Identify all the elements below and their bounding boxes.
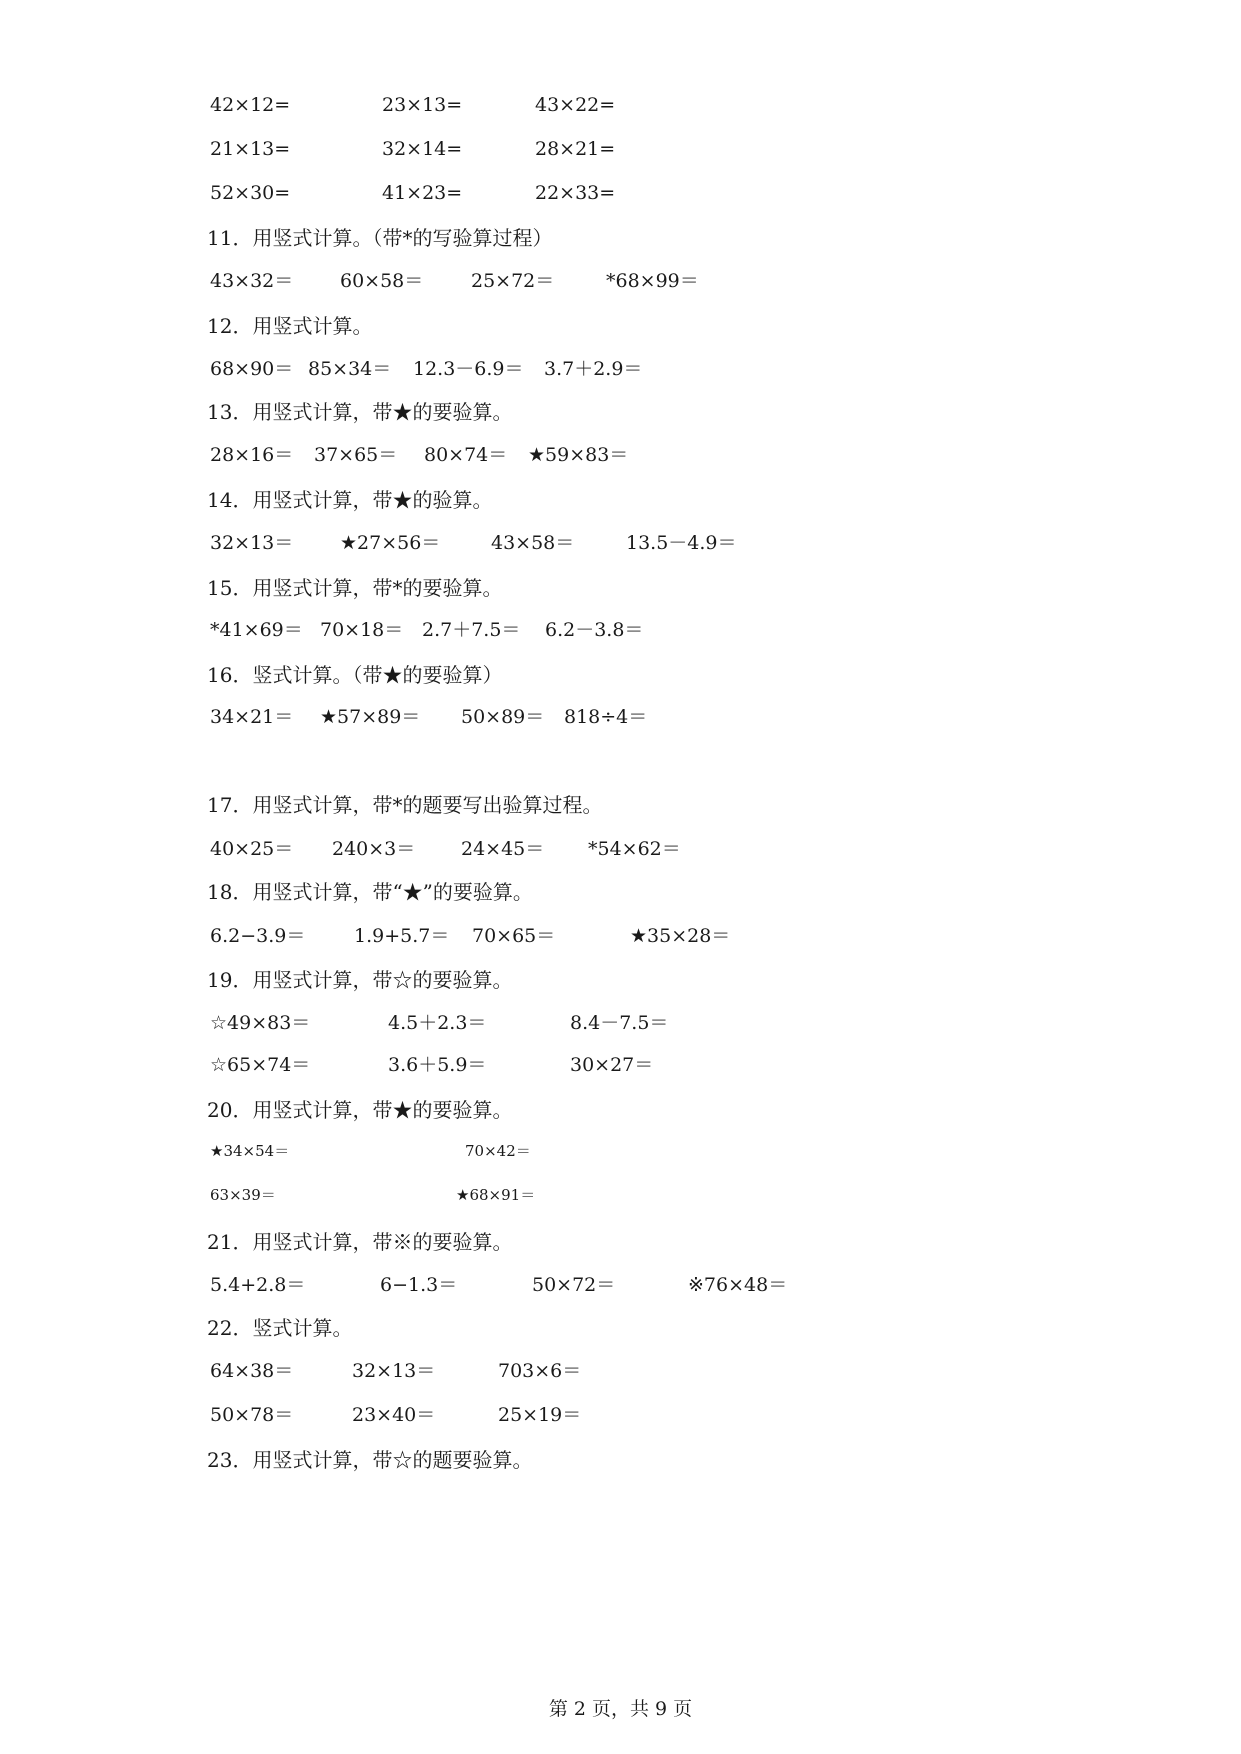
expression-item: 70×65＝ <box>472 925 556 947</box>
expression-item: *41×69＝ <box>210 619 303 641</box>
expression-item: 23×40＝ <box>352 1404 436 1426</box>
expression-item: 50×72＝ <box>532 1274 616 1296</box>
expression-item: 22×33= <box>535 182 616 204</box>
expression-item: ★27×56＝ <box>340 532 441 554</box>
expression-item: 24×45＝ <box>461 838 545 860</box>
expression-item: 70×18＝ <box>320 619 404 641</box>
question-heading: 15．用竖式计算，带*的要验算。 <box>207 576 503 600</box>
expression-item: 68×90＝ <box>210 358 294 380</box>
expression-item: ★35×28＝ <box>630 925 731 947</box>
expression-item: 5.4+2.8＝ <box>210 1274 306 1296</box>
expression-item: ★57×89＝ <box>320 706 421 728</box>
expression-item: 41×23= <box>382 182 463 204</box>
expression-item: 43×22= <box>535 94 616 116</box>
expression-item: 85×34＝ <box>308 358 392 380</box>
expression-item: 43×58＝ <box>491 532 575 554</box>
question-heading: 11．用竖式计算。（带*的写验算过程） <box>207 226 553 250</box>
question-heading: 16．竖式计算。（带★的要验算） <box>207 663 503 687</box>
expression-item: ☆49×83＝ <box>210 1012 311 1034</box>
expression-item: 3.6＋5.9＝ <box>388 1054 487 1076</box>
question-heading: 17．用竖式计算，带*的题要写出验算过程。 <box>207 793 603 817</box>
question-heading: 21．用竖式计算，带※的要验算。 <box>207 1230 513 1254</box>
expression-item: 12.3－6.9＝ <box>413 358 524 380</box>
question-heading: 14．用竖式计算，带★的验算。 <box>207 488 493 512</box>
expression-item: 52×30= <box>210 182 291 204</box>
expression-item: 64×38＝ <box>210 1360 294 1382</box>
expression-item: 13.5－4.9＝ <box>626 532 737 554</box>
expression-item: 25×19＝ <box>498 1404 582 1426</box>
expression-item: 43×32＝ <box>210 270 294 292</box>
expression-item: ※76×48＝ <box>688 1274 788 1296</box>
expression-item: 60×58＝ <box>340 270 424 292</box>
expression-item: 818÷4＝ <box>564 706 648 728</box>
expression-item: 30×27＝ <box>570 1054 654 1076</box>
expression-item: 1.9+5.7＝ <box>354 925 450 947</box>
expression-item: 80×74＝ <box>424 444 508 466</box>
expression-item: ★68×91＝ <box>456 1186 536 1204</box>
expression-item: *68×99＝ <box>606 270 699 292</box>
question-heading: 18．用竖式计算，带“★”的要验算。 <box>207 880 533 904</box>
question-heading: 23．用竖式计算，带☆的题要验算。 <box>207 1448 533 1472</box>
expression-item: 37×65＝ <box>314 444 398 466</box>
expression-item: 50×89＝ <box>461 706 545 728</box>
expression-item: 32×13＝ <box>352 1360 436 1382</box>
expression-item: 23×13= <box>382 94 463 116</box>
question-heading: 20．用竖式计算，带★的要验算。 <box>207 1098 513 1122</box>
expression-item: 32×14= <box>382 138 463 160</box>
question-heading: 22．竖式计算。 <box>207 1316 353 1340</box>
expression-item: *54×62＝ <box>588 838 681 860</box>
question-heading: 13．用竖式计算，带★的要验算。 <box>207 400 513 424</box>
expression-item: ★59×83＝ <box>528 444 629 466</box>
expression-item: 4.5＋2.3＝ <box>388 1012 487 1034</box>
expression-item: 3.7＋2.9＝ <box>544 358 643 380</box>
expression-item: ★34×54＝ <box>210 1142 290 1160</box>
expression-item: 703×6＝ <box>498 1360 582 1382</box>
expression-item: 32×13＝ <box>210 532 294 554</box>
expression-item: 28×21= <box>535 138 616 160</box>
question-heading: 19．用竖式计算，带☆的要验算。 <box>207 968 513 992</box>
expression-item: 21×13= <box>210 138 291 160</box>
expression-item: 6.2−3.9＝ <box>210 925 306 947</box>
expression-item: 240×3＝ <box>332 838 416 860</box>
question-heading: 12．用竖式计算。 <box>207 314 373 338</box>
expression-item: 2.7＋7.5＝ <box>422 619 521 641</box>
expression-item: 63×39＝ <box>210 1186 276 1204</box>
expression-item: 70×42＝ <box>465 1142 531 1160</box>
expression-item: 28×16＝ <box>210 444 294 466</box>
expression-item: 42×12= <box>210 94 291 116</box>
expression-item: 6−1.3＝ <box>380 1274 458 1296</box>
expression-item: 34×21＝ <box>210 706 294 728</box>
expression-item: 25×72＝ <box>471 270 555 292</box>
expression-item: ☆65×74＝ <box>210 1054 311 1076</box>
expression-item: 50×78＝ <box>210 1404 294 1426</box>
expression-item: 8.4－7.5＝ <box>570 1012 669 1034</box>
page-footer: 第 2 页，共 9 页 <box>548 1698 693 1720</box>
expression-item: 40×25＝ <box>210 838 294 860</box>
expression-item: 6.2－3.8＝ <box>545 619 644 641</box>
